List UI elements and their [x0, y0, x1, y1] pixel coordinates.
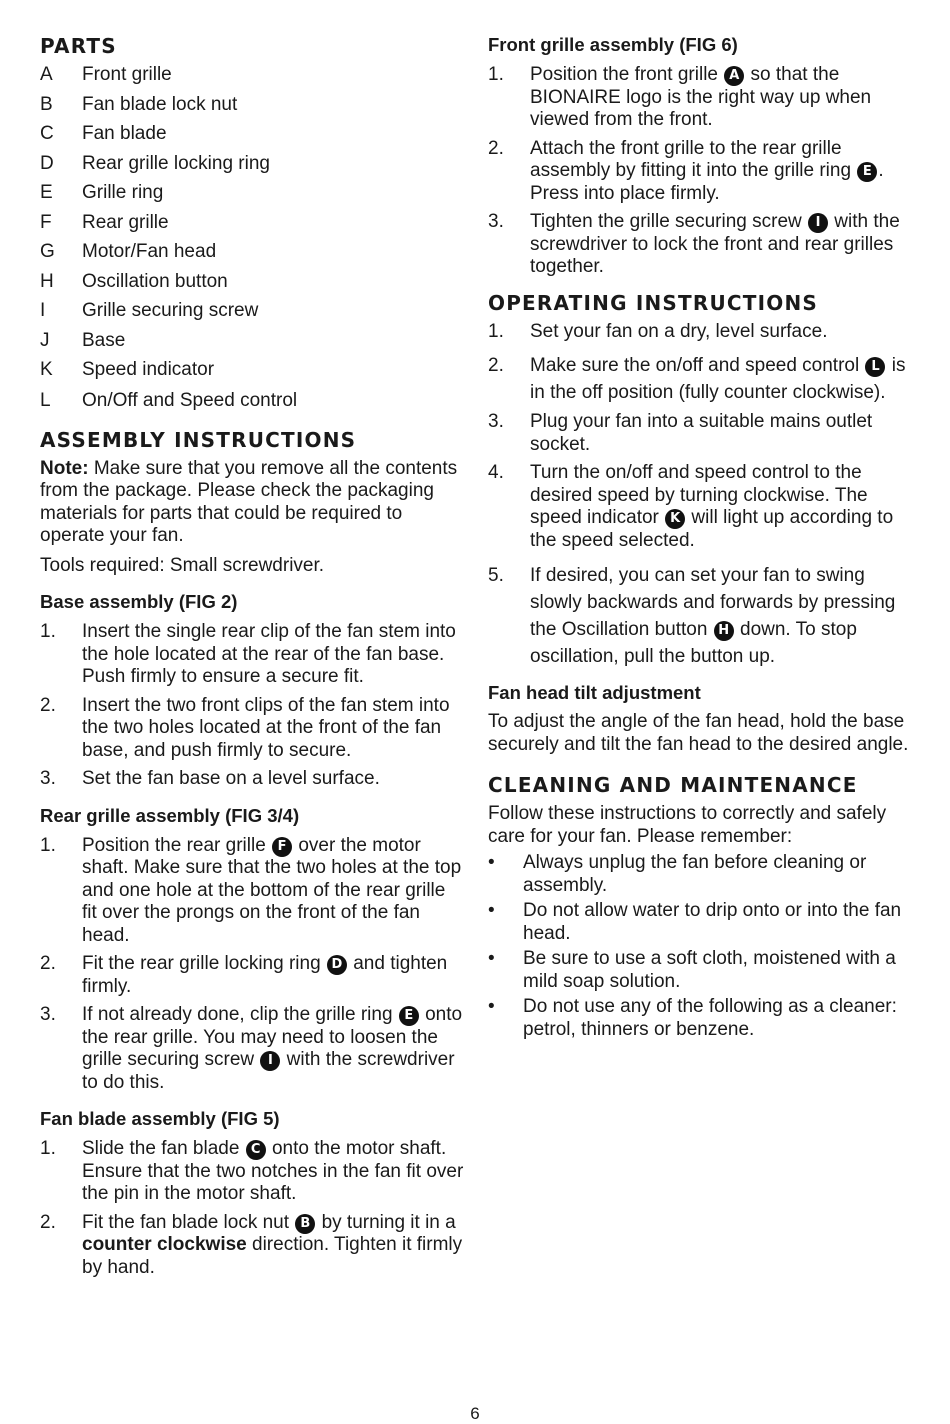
list-item: 2. Make sure the on/off and speed control L is in the off position (fully counter clockwise).	[488, 355, 906, 403]
bullet-icon: •	[488, 852, 495, 873]
rear-grille-title: Rear grille assembly (FIG 3/4)	[40, 804, 300, 826]
list-item: 1. Slide the fan blade C onto the motor shaft. Ensure that the two notches in the fan fit over the pin in the motor shaft.	[40, 1138, 464, 1204]
part-item: H Oscillation button	[40, 270, 228, 292]
list-item: 1. Insert the single rear clip of the fan stem into the hole located at the rear of the fan base. Push firmly to ensure a secure fit.	[40, 621, 456, 687]
part-item: A Front grille	[40, 64, 172, 85]
part-e-badge-icon: E	[857, 162, 877, 182]
list-item: 3. If not already done, clip the grille ring E onto the rear grille. You may need to loosen the grille securing screw I with the screwdriver to do this.	[40, 1004, 463, 1093]
base-assembly-steps	[40, 621, 465, 791]
part-item: L On/Off and Speed control	[40, 390, 298, 411]
part-a-badge-icon: A	[724, 66, 744, 86]
list-item: 1. Position the rear grille F over the motor shaft. Make sure that the two holes at the top and one hole at the bottom of the rear grille fit over the prongs on the front of the fan head.	[40, 834, 462, 946]
part-item: J Base	[40, 329, 126, 351]
part-i-badge-icon: I	[808, 213, 828, 233]
front-grille-steps	[488, 64, 913, 279]
tilt-title: Fan head tilt adjustment	[488, 682, 701, 703]
bullet-icon: •	[488, 948, 495, 969]
assembly-note: Note: Make sure that you remove all the contents from the package. Please check the packaging materials for parts that could be required to operate your fan.	[40, 457, 458, 546]
rear-grille-steps	[40, 835, 465, 1095]
list-item: 2. Attach the front grille to the rear grille assembly by fitting it into the grille ring E . Press into place firmly.	[488, 137, 884, 204]
part-h-badge-icon: H	[714, 621, 734, 641]
right-column	[488, 34, 913, 1041]
part-item: F Rear grille	[40, 211, 169, 233]
part-i-badge-icon: I	[260, 1051, 280, 1071]
list-item: 2. Fit the fan blade lock nut B by turning it in a counter clockwise direction. Tighten it firmly by hand.	[40, 1211, 463, 1278]
cleaning-bullets	[488, 852, 913, 1041]
fan-blade-steps	[40, 1138, 465, 1279]
list-item: 5. If desired, you can set your fan to swing slowly backwards and forwards by pressing the Oscillation button H down. To stop oscillation, pull the button up.	[488, 565, 896, 667]
parts-heading: PARTS	[40, 34, 117, 58]
base-assembly-title: Base assembly (FIG 2)	[40, 591, 238, 612]
list-item: 1. Position the front grille A so that the BIONAIRE logo is the right way up when viewed from the front.	[488, 64, 872, 130]
fan-blade-title: Fan blade assembly (FIG 5)	[40, 1108, 280, 1129]
cleaning-intro: Follow these instructions to correctly and safely care for your fan. Please remember:	[488, 803, 887, 847]
page-number: 6	[470, 1404, 480, 1423]
part-e-badge-icon: E	[399, 1006, 419, 1026]
list-item: 4. Turn the on/off and speed control to the desired speed by turning clockwise. The speed indicator K will light up according to the speed selected.	[488, 462, 894, 551]
tools-required: Tools required: Small screwdriver.	[40, 554, 325, 576]
parts-list	[40, 64, 465, 420]
part-b-badge-icon: B	[295, 1214, 315, 1234]
part-l-badge-icon: L	[865, 357, 885, 377]
part-item: K Speed indicator	[40, 359, 215, 380]
bullet-icon: •	[488, 900, 495, 921]
part-item: G Motor/Fan head	[40, 241, 217, 262]
part-k-badge-icon: K	[665, 509, 685, 529]
list-item: • Do not use any of the following as a cleaner: petrol, thinners or benzene.	[488, 996, 897, 1040]
list-item: 3. Set the fan base on a level surface.	[40, 768, 380, 789]
assembly-heading: ASSEMBLY INSTRUCTIONS	[40, 427, 357, 452]
front-grille-title: Front grille assembly (FIG 6)	[488, 34, 738, 55]
part-d-badge-icon: D	[327, 955, 347, 975]
operating-heading: OPERATING INSTRUCTIONS	[488, 290, 819, 315]
part-item: I Grille securing screw	[40, 300, 259, 321]
list-item: • Be sure to use a soft cloth, moistened with a mild soap solution.	[488, 948, 896, 992]
part-item: E Grille ring	[40, 182, 164, 203]
part-item: B Fan blade lock nut	[40, 93, 238, 115]
part-f-badge-icon: F	[272, 837, 292, 857]
list-item: • Do not allow water to drip onto or into the fan head.	[488, 900, 902, 944]
part-c-badge-icon: C	[246, 1140, 266, 1160]
list-item: 2. Insert the two front clips of the fan stem into the two holes located at the front of the fan base, and push firmly to secure.	[40, 694, 450, 761]
part-item: D Rear grille locking ring	[40, 152, 270, 174]
tilt-text: To adjust the angle of the fan head, hold the base securely and tilt the fan head to the desired angle.	[488, 711, 909, 755]
list-item: • Always unplug the fan before cleaning or assembly.	[488, 852, 867, 896]
cleaning-heading: CLEANING AND MAINTENANCE	[488, 773, 858, 797]
left-column	[40, 34, 465, 1279]
part-item: C Fan blade	[40, 123, 167, 144]
list-item: 2. Fit the rear grille locking ring D and tighten firmly.	[40, 953, 448, 997]
list-item: 3. Tighten the grille securing screw I with the screwdriver to lock the front and rear grilles together.	[488, 211, 900, 277]
operating-steps	[488, 321, 913, 671]
bullet-icon: •	[488, 996, 495, 1017]
list-item: 1. Set your fan on a dry, level surface.	[488, 320, 828, 342]
list-item: 3. Plug your fan into a suitable mains outlet socket.	[488, 411, 873, 455]
